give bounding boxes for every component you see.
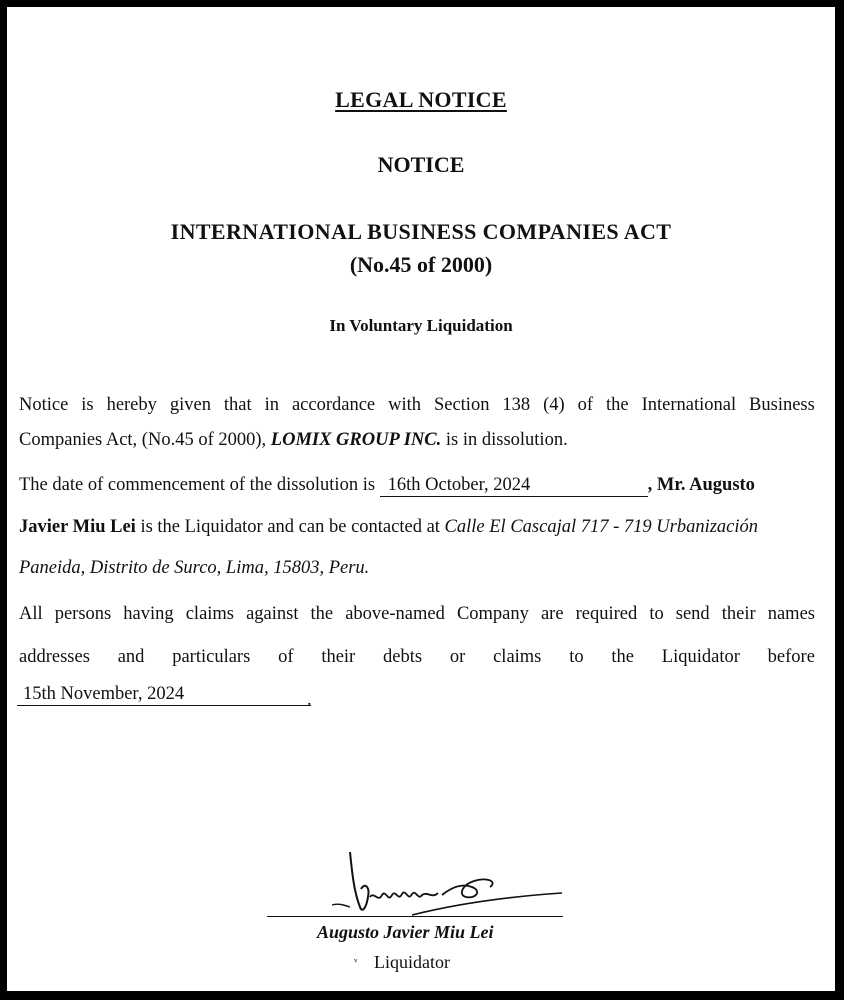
word: send xyxy=(675,604,710,624)
legal-notice-heading: LEGAL NOTICE xyxy=(335,87,507,112)
word: their xyxy=(721,604,756,624)
word: Liquidator xyxy=(661,647,740,667)
word: Business xyxy=(749,395,815,415)
word: persons xyxy=(54,604,112,624)
word: the xyxy=(611,647,634,667)
word: in xyxy=(264,395,280,415)
paragraph2-line3 xyxy=(19,558,369,579)
paragraph3-line1 xyxy=(19,604,815,625)
word: and xyxy=(117,647,145,667)
company-name: LOMIX GROUP INC. xyxy=(270,430,442,450)
liquidator-name-start: , Mr. Augusto xyxy=(647,475,755,495)
signatory-role: Liquidator xyxy=(374,952,450,972)
signatory-name: Augusto Javier Miu Lei xyxy=(317,922,494,942)
word: is xyxy=(81,395,94,415)
word: 138 xyxy=(502,395,531,415)
word: the xyxy=(606,395,629,415)
signature-scribble xyxy=(262,847,562,927)
notice-heading: NOTICE xyxy=(377,152,465,177)
word: All xyxy=(19,604,43,624)
deadline-period: . xyxy=(307,690,312,710)
word: are xyxy=(540,604,564,624)
word: their xyxy=(321,647,356,667)
word: with xyxy=(388,395,421,415)
word: or xyxy=(449,647,466,667)
paragraph1-line1 xyxy=(19,395,815,416)
paragraph1-suffix: is in dissolution. xyxy=(441,430,568,450)
deadline-date: 15th November, 2024 xyxy=(17,684,311,706)
word: Company xyxy=(456,604,529,624)
act-number: (No.45 of 2000) xyxy=(349,252,493,277)
word: Notice xyxy=(19,395,69,415)
word: having xyxy=(123,604,174,624)
liquidation-title: In Voluntary Liquidation xyxy=(329,316,513,335)
word: International xyxy=(641,395,737,415)
word: to xyxy=(569,647,584,667)
tick-mark: ᵛ xyxy=(354,955,358,969)
word: claims xyxy=(185,604,235,624)
address-part1: Calle El Cascajal 717 - 719 Urbanización xyxy=(444,517,759,537)
word: of xyxy=(577,395,594,415)
paragraph2-line1 xyxy=(19,475,755,497)
word: that xyxy=(223,395,252,415)
address-part2: Paneida, Distrito de Surco, Lima, 15803, Peru. xyxy=(19,558,370,578)
word: the xyxy=(310,604,334,624)
paragraph1-text: Companies Act, (No.45 of 2000), xyxy=(19,430,271,450)
word: hereby xyxy=(106,395,157,415)
paragraph2-line2 xyxy=(19,517,758,538)
word: (4) xyxy=(543,395,565,415)
word: to xyxy=(649,604,664,624)
paragraph2-prefix: The date of commencement of the dissolution is xyxy=(19,475,380,495)
word: of xyxy=(278,647,294,667)
word: Section xyxy=(433,395,490,415)
word: addresses xyxy=(19,647,90,667)
word: before xyxy=(767,647,815,667)
act-title: INTERNATIONAL BUSINESS COMPANIES ACT xyxy=(170,219,672,244)
word: claims xyxy=(493,647,542,667)
word: debts xyxy=(383,647,423,667)
paragraph3-line2 xyxy=(19,647,815,668)
paragraph1-line2 xyxy=(19,430,568,451)
paragraph2-text: is the Liquidator and can be contacted at xyxy=(135,517,445,537)
legal-notice-page xyxy=(5,5,837,993)
liquidator-name-cont: Javier Miu Lei xyxy=(19,517,136,537)
word: given xyxy=(169,395,211,415)
word: above-named xyxy=(345,604,445,624)
commencement-date: 16th October, 2024 xyxy=(380,475,648,497)
signature-line xyxy=(267,916,563,917)
word: required xyxy=(575,604,638,624)
word: accordance xyxy=(291,395,376,415)
word: against xyxy=(246,604,299,624)
word: particulars xyxy=(172,647,251,667)
word: names xyxy=(767,604,815,624)
